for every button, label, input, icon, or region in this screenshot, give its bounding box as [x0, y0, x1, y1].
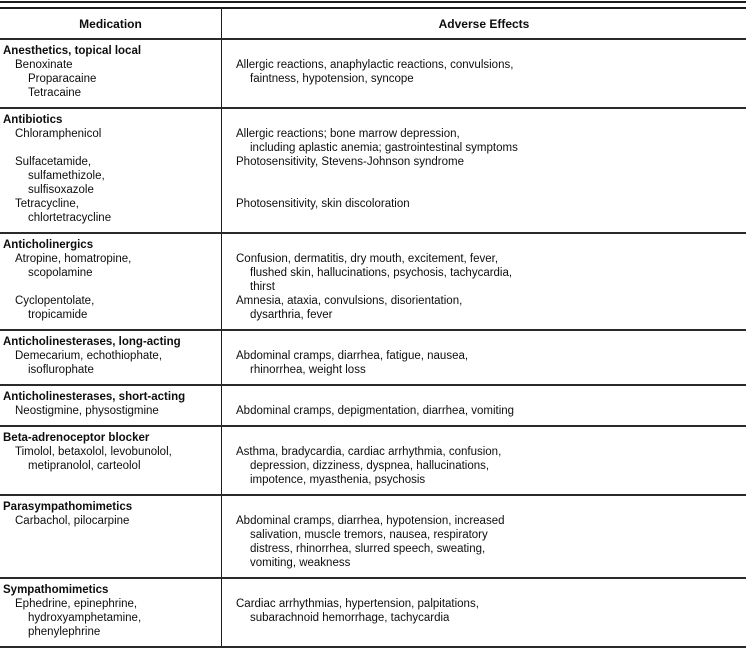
- effects-cell: [222, 252, 746, 294]
- medication-cell: [0, 127, 222, 155]
- category-row: [0, 234, 746, 252]
- effects-cell: [222, 197, 746, 232]
- effects-cell: [222, 40, 746, 58]
- medication-line: Neostigmine, physostigmine: [15, 405, 159, 417]
- med-group-row: [0, 404, 746, 425]
- effects-cell: [222, 58, 746, 107]
- effects-cell: [222, 331, 746, 349]
- medication-category: Anticholinesterases, long-acting: [3, 336, 181, 348]
- med-group-row: [0, 445, 746, 494]
- medication-line: Sulfacetamide,: [15, 156, 92, 168]
- med-group-row: [0, 127, 746, 155]
- med-group-row: [0, 252, 746, 294]
- effects-cell: [222, 127, 746, 155]
- medication-line: tropicamide: [28, 309, 88, 321]
- medication-line: sulfisoxazole: [28, 184, 94, 196]
- effect-line: Abdominal cramps, diarrhea, hypotension, increased: [236, 515, 505, 527]
- medication-line: Demecarium, echothiophate,: [15, 350, 163, 362]
- effects-cell: [222, 496, 746, 514]
- medication-cell: [0, 234, 222, 252]
- medication-category: Parasympathomimetics: [3, 501, 133, 513]
- med-group-row: [0, 294, 746, 329]
- effects-cell: [222, 234, 746, 252]
- top-double-rule: [0, 1, 746, 9]
- table-section: [0, 331, 746, 386]
- table-header-row: [0, 9, 746, 40]
- effects-cell: [222, 386, 746, 404]
- medication-line: phenylephrine: [28, 626, 101, 638]
- medication-line: hydroxyamphetamine,: [28, 612, 142, 624]
- medication-line: Tetracycline,: [15, 198, 79, 210]
- medication-line: chlortetracycline: [28, 212, 112, 224]
- med-group-row: [0, 155, 746, 197]
- medication-cell: [0, 386, 222, 404]
- effect-line: salivation, muscle tremors, nausea, respiratory: [250, 529, 488, 541]
- effect-line: including aplastic anemia; gastrointestinal symptoms: [250, 142, 518, 154]
- medication-cell: [0, 40, 222, 58]
- medication-line: scopolamine: [28, 267, 93, 279]
- medication-cell: [0, 109, 222, 127]
- medication-category: Antibiotics: [3, 114, 63, 126]
- category-row: [0, 579, 746, 597]
- medication-cell: [0, 579, 222, 597]
- medication-line: isoflurophate: [28, 364, 94, 376]
- medication-cell: [0, 496, 222, 514]
- medication-cell: [0, 427, 222, 445]
- category-row: [0, 496, 746, 514]
- effect-line: rhinorrhea, weight loss: [250, 364, 366, 376]
- category-row: [0, 109, 746, 127]
- effects-cell: [222, 349, 746, 384]
- effect-line: Asthma, bradycardia, cardiac arrhythmia, confusion,: [236, 446, 502, 458]
- medication-cell: [0, 597, 222, 646]
- effects-cell: [222, 597, 746, 646]
- medication-cell: [0, 197, 222, 232]
- effect-line: Confusion, dermatitis, dry mouth, excitement, fever,: [236, 253, 499, 265]
- medication-cell: [0, 445, 222, 494]
- effect-line: Allergic reactions; bone marrow depression,: [236, 128, 460, 140]
- category-row: [0, 40, 746, 58]
- effect-line: distress, rhinorrhea, slurred speech, sweating,: [250, 543, 486, 555]
- medication-line: sulfamethizole,: [28, 170, 105, 182]
- medication-cell: [0, 514, 222, 577]
- medication-line: Benoxinate: [15, 59, 73, 71]
- column-header-medication: Medication: [0, 9, 222, 38]
- effect-line: depression, dizziness, dyspnea, hallucinations,: [250, 460, 490, 472]
- medication-line: Tetracaine: [28, 87, 82, 99]
- medication-cell: [0, 404, 222, 425]
- effect-line: Abdominal cramps, diarrhea, fatigue, nausea,: [236, 350, 469, 362]
- medication-cell: [0, 294, 222, 329]
- category-row: [0, 331, 746, 349]
- table-body: [0, 40, 746, 648]
- effect-line: Cardiac arrhythmias, hypertension, palpitations,: [236, 598, 479, 610]
- effect-line: Amnesia, ataxia, convulsions, disorientation,: [236, 295, 463, 307]
- effect-line: flushed skin, hallucinations, psychosis, tachycardia,: [250, 267, 513, 279]
- table-section: [0, 579, 746, 648]
- effects-cell: [222, 404, 746, 425]
- effects-cell: [222, 427, 746, 445]
- medication-line: Carbachol, pilocarpine: [15, 515, 130, 527]
- table-section: [0, 109, 746, 234]
- effect-line: dysarthria, fever: [250, 309, 333, 321]
- medication-line: Proparacaine: [28, 73, 97, 85]
- effect-line: faintness, hypotension, syncope: [250, 73, 414, 85]
- effect-line: impotence, myasthenia, psychosis: [250, 474, 426, 486]
- medication-cell: [0, 252, 222, 294]
- effect-line: Abdominal cramps, depigmentation, diarrhea, vomiting: [236, 405, 515, 417]
- effects-cell: [222, 514, 746, 577]
- table-section: [0, 427, 746, 496]
- effects-cell: [222, 579, 746, 597]
- medication-line: Chloramphenicol: [15, 128, 102, 140]
- effects-cell: [222, 294, 746, 329]
- medication-category: Anticholinesterases, short-acting: [3, 391, 186, 403]
- med-group-row: [0, 597, 746, 646]
- table-section: [0, 496, 746, 579]
- effect-line: Allergic reactions, anaphylactic reactions, convulsions,: [236, 59, 514, 71]
- category-row: [0, 386, 746, 404]
- medication-cell: [0, 155, 222, 197]
- medication-cell: [0, 349, 222, 384]
- effect-line: subarachnoid hemorrhage, tachycardia: [250, 612, 450, 624]
- medication-cell: [0, 58, 222, 107]
- column-header-adverse-effects: Adverse Effects: [438, 16, 530, 31]
- medication-category: Sympathomimetics: [3, 584, 109, 596]
- effects-cell: [222, 155, 746, 197]
- table-section: [0, 40, 746, 109]
- medication-cell: [0, 331, 222, 349]
- effects-cell: [222, 109, 746, 127]
- medication-line: Atropine, homatropine,: [15, 253, 132, 265]
- medication-line: Timolol, betaxolol, levobunolol,: [15, 446, 172, 458]
- effect-line: thirst: [250, 281, 275, 293]
- medication-line: Ephedrine, epinephrine,: [15, 598, 138, 610]
- med-group-row: [0, 197, 746, 232]
- table-section: [0, 386, 746, 427]
- medication-category: Beta-adrenoceptor blocker: [3, 432, 150, 444]
- effect-line: Photosensitivity, Stevens-Johnson syndrome: [236, 156, 464, 168]
- med-group-row: [0, 349, 746, 384]
- medication-category: Anesthetics, topical local: [3, 45, 142, 57]
- med-group-row: [0, 58, 746, 107]
- medication-category: Anticholinergics: [3, 239, 94, 251]
- table-section: [0, 234, 746, 331]
- med-group-row: [0, 514, 746, 577]
- effect-line: vomiting, weakness: [250, 557, 351, 569]
- medication-line: Cyclopentolate,: [15, 295, 95, 307]
- effects-cell: [222, 445, 746, 494]
- category-row: [0, 427, 746, 445]
- medication-line: metipranolol, carteolol: [28, 460, 141, 472]
- effect-line: Photosensitivity, skin discoloration: [236, 198, 410, 210]
